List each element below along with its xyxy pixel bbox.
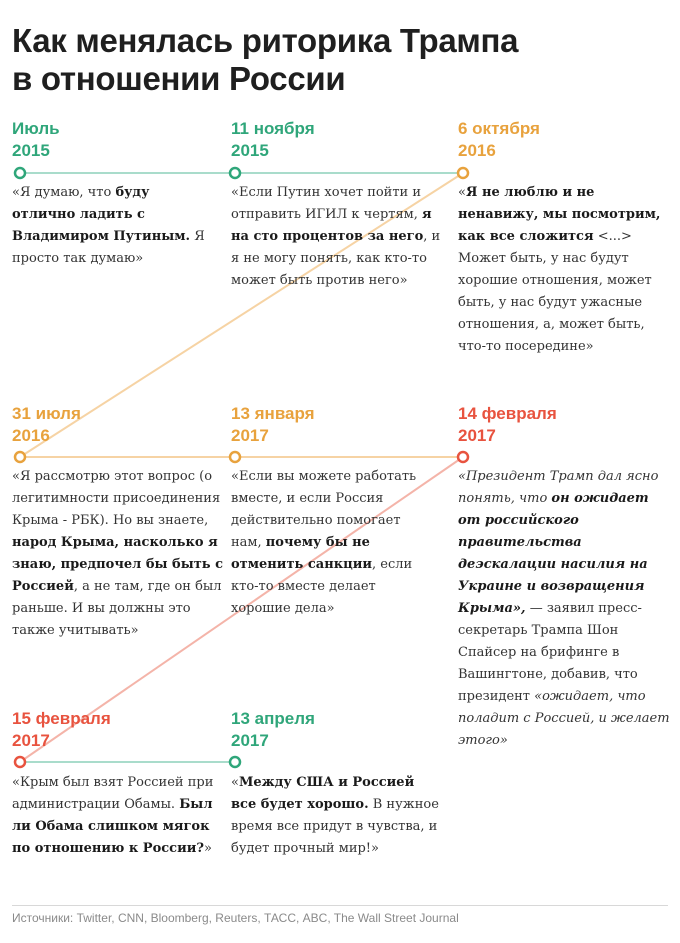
event-date-label: 11 ноября [231,119,315,138]
quote-emphasis: я на сто процентов за него [231,207,432,244]
quote-text: » [203,841,212,856]
event-year: 2016 [458,141,496,160]
event-date [12,403,81,447]
event-date [458,403,557,447]
quote-text: , если кто-то вместе делает хорошие дела» [231,557,413,616]
event-date [12,708,111,752]
quote-text: В нужное время все придут в чувства, и будет прочный мир!» [231,797,439,856]
event-year: 2017 [458,426,496,445]
event-date [231,118,315,162]
quote-text: «Я рассмотрю этот вопрос (о легитимности присоединения Крыма - РБК). Но вы знаете, [12,469,221,528]
event-quote [231,772,441,860]
event-date-label: 15 февраля [12,709,111,728]
quote-text: «Президент Трамп дал ясно понять, что [458,469,659,506]
timeline-node-7 [15,757,25,767]
event-year: 2017 [231,426,269,445]
event-year: 2015 [12,141,50,160]
quote-text: , и я не могу понять, как кто-то может быть против него» [231,229,441,288]
event-date [231,708,315,752]
quote-emphasis: он ожидает от российского правительства деэскалации насилия на Украине и возвращения Крыма», [458,491,649,616]
event-quote [231,182,441,292]
quote-text: «ожидает, что поладит с Россией, и желает этого» [458,689,670,748]
event-quote [458,182,672,358]
quote-text: «Если Путин хочет пойти и отправить ИГИЛ к чертям, [231,185,423,222]
quote-text: — заявил пресс-секретарь Трампа Шон Спайсер на брифинге в Вашингтоне, добавив, что президент [458,601,642,704]
quote-text: « [231,775,239,790]
quote-text: Я просто так думаю» [12,229,205,266]
event-year: 2016 [12,426,50,445]
event-year: 2017 [231,731,269,750]
event-date-label: Июль [12,119,60,138]
timeline-node-2 [230,168,240,178]
quote-text: <...> Может быть, у нас будут хорошие отношения, может быть, у нас будут ужасные отношения, а, может быть, что-то посередине» [458,229,652,354]
quote-text: « [458,185,466,200]
event-quote [458,466,672,752]
timeline-node-1 [15,168,25,178]
event-quote [12,466,224,642]
quote-emphasis: почему бы не отменить санкции [231,535,372,572]
event-date-label: 31 июля [12,404,81,423]
timeline-node-5 [230,452,240,462]
event-date-label: 6 октября [458,119,540,138]
footer-divider [12,905,668,906]
event-year: 2017 [12,731,50,750]
event-date-label: 13 апреля [231,709,315,728]
timeline-node-3 [458,168,468,178]
event-quote [231,466,433,620]
quote-emphasis: Был ли Обама слишком мягок по отношению к России? [12,797,213,856]
title-line-2: в отношении России [12,60,346,97]
event-date-label: 14 февраля [458,404,557,423]
event-quote [12,772,214,860]
quote-text: «Крым был взят Россией при администрации Обамы. [12,775,214,812]
timeline-node-4 [15,452,25,462]
timeline-node-6 [458,452,468,462]
event-date [12,118,60,162]
event-year: 2015 [231,141,269,160]
event-date [458,118,540,162]
quote-emphasis: Я не люблю и не ненавижу, мы посмотрим, как все сложится [458,185,661,244]
quote-text: , а не там, где он был раньше. И вы должны это также учитывать» [12,579,222,638]
timeline-node-8 [230,757,240,767]
quote-emphasis: буду отлично ладить с Владимиром Путиным. [12,185,191,244]
event-date [231,403,315,447]
quote-emphasis: народ Крыма, насколько я знаю, предпочел бы быть с Россией [12,535,224,594]
quote-emphasis: Между США и Россией все будет хорошо. [231,775,415,812]
event-quote [12,182,207,270]
title-line-1: Как менялась риторика Трампа [12,22,519,59]
quote-text: «Если вы можете работать вместе, и если Россия действительно помогает нам, [231,469,417,550]
event-date-label: 13 января [231,404,315,423]
quote-text: «Я думаю, что [12,185,116,200]
sources-note: Источники: Twitter, CNN, Bloomberg, Reuters, ТАСС, ABC, The Wall Street Journal [12,911,459,925]
